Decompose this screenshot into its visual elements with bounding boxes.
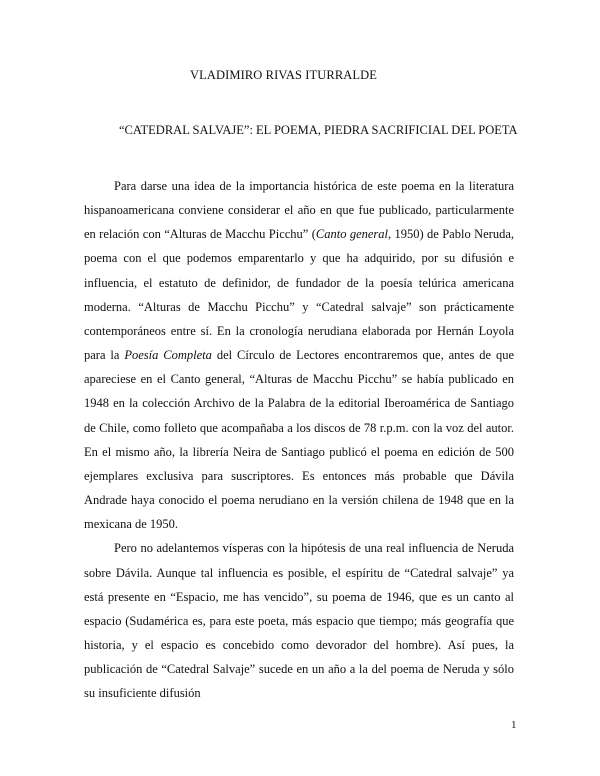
book-title-poesia-completa: Poesía Completa <box>124 348 212 363</box>
paragraph-1-text: del Círculo de Lectores encontraremos que, antes de que apareciese en el Canto general, “Alturas de Macchu Picchu” se había publicado en 1948 en la colección Archivo de la Palabra de la editorial Iberoamérica de Santiago de Chile, como folleto que acompañaba a los discos de 78 r.p.m. con la voz del autor. En el mismo año, la librería Neira de Santiago publicó el poema en edición de 500 ejemplares exclusiva para suscriptores. Es entonces más probable que Dávila Andrade haya conocido el poema nerudiano en la versión chilena de 1948 que en la mexicana de 1950. <box>84 348 514 532</box>
paragraph-1-text: Para darse una idea de la importancia histórica de este poema en la literatura hispanoamericana conviene considerar el año en que fue publicado, particularmente en relación con “Alturas de Macchu Picchu” ( <box>84 179 514 242</box>
page-number: 1 <box>511 719 517 731</box>
book-title-canto-general: Canto general <box>315 227 389 242</box>
author-name: VLADIMIRO RIVAS ITURRALDE <box>190 68 377 82</box>
paragraph-1 <box>84 174 514 536</box>
essay-title: “CATEDRAL SALVAJE”: EL POEMA, PIEDRA SACRIFICIAL DEL POETA <box>119 123 518 137</box>
body-text <box>84 174 514 705</box>
paragraph-2 <box>84 536 514 705</box>
paragraph-2-text: Pero no adelantemos vísperas con la hipótesis de una real influencia de Neruda sobre Dávila. Aunque tal influencia es posible, el espíritu de “Catedral salvaje” ya está presente en “Espacio, me has vencido”, su poema de 1946, que es un canto al espacio (Sudamérica es, para este poeta, más espacio que tiempo; más geografía que historia, y el espacio es concebido como devorador del hombre). Así pues, la publicación de “Catedral Salvaje” sucede en un año a la del poema de Neruda y sólo su insuficiente difusión <box>84 541 514 701</box>
paragraph-1-text: , 1950) de Pablo Neruda, poema con el que podemos emparentarlo y que ha adquirido, por su difusión e influencia, el estatuto de definidor, de fundador de la poesía telúrica americana moderna. “Alturas de Macchu Picchu” y “Catedral salvaje” son prácticamente contemporáneos entre sí. En la cronología nerudiana elaborada por Hernán Loyola para la <box>84 227 514 363</box>
